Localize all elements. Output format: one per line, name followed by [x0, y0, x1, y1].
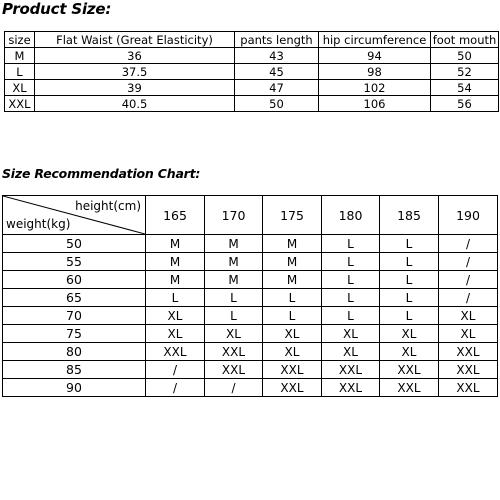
weight-cell: 60: [3, 271, 146, 289]
size-recommendation-table: [2, 195, 498, 397]
table-row: [3, 271, 498, 289]
height-header-175: 175: [263, 196, 322, 235]
recommended-size-cell: L: [263, 289, 322, 307]
weight-cell: 50: [3, 235, 146, 253]
product-size-heading: Product Size:: [2, 0, 112, 18]
column-header-hip-circumference: hip circumference: [319, 32, 431, 48]
column-header-size: size: [5, 32, 35, 48]
recommended-size-cell: L: [322, 235, 380, 253]
size-table-header-row: [5, 32, 499, 48]
recommended-size-cell: /: [439, 289, 498, 307]
hip-circumference-cell: 98: [319, 64, 431, 80]
weight-cell: 90: [3, 379, 146, 397]
recommended-size-cell: M: [205, 235, 263, 253]
height-header-190: 190: [439, 196, 498, 235]
column-header-flat-waist: Flat Waist (Great Elasticity): [35, 32, 235, 48]
weight-cell: 80: [3, 343, 146, 361]
recommended-size-cell: XXL: [380, 379, 439, 397]
recommended-size-cell: XXL: [263, 361, 322, 379]
flat-waist-cell: 40.5: [35, 96, 235, 112]
height-header-165: 165: [146, 196, 205, 235]
recommended-size-cell: XXL: [439, 361, 498, 379]
foot-mouth-cell: 56: [431, 96, 499, 112]
recommended-size-cell: XL: [439, 325, 498, 343]
recommended-size-cell: L: [322, 271, 380, 289]
flat-waist-cell: 39: [35, 80, 235, 96]
weight-cell: 65: [3, 289, 146, 307]
recommended-size-cell: /: [205, 379, 263, 397]
recommended-size-cell: XXL: [205, 361, 263, 379]
recommended-size-cell: L: [205, 307, 263, 325]
recommended-size-cell: L: [380, 253, 439, 271]
flat-waist-cell: 36: [35, 48, 235, 64]
recommended-size-cell: L: [322, 253, 380, 271]
recommended-size-cell: XXL: [439, 343, 498, 361]
recommended-size-cell: L: [380, 307, 439, 325]
pants-length-cell: 43: [235, 48, 319, 64]
recommended-size-cell: /: [146, 361, 205, 379]
recommended-size-cell: XXL: [380, 361, 439, 379]
recommended-size-cell: L: [380, 271, 439, 289]
recommended-size-cell: L: [380, 289, 439, 307]
table-row: [5, 80, 499, 96]
table-row: [3, 379, 498, 397]
foot-mouth-cell: 50: [431, 48, 499, 64]
recommended-size-cell: XL: [322, 343, 380, 361]
recommended-size-cell: M: [205, 253, 263, 271]
corner-header-cell: [3, 196, 146, 235]
recommended-size-cell: XL: [322, 325, 380, 343]
recommended-size-cell: XXL: [146, 343, 205, 361]
height-header-185: 185: [380, 196, 439, 235]
weight-axis-label: weight(kg): [6, 217, 71, 231]
recommended-size-cell: XL: [146, 307, 205, 325]
height-header-row: [3, 196, 498, 235]
table-row: [3, 307, 498, 325]
recommended-size-cell: M: [146, 271, 205, 289]
table-row: [3, 361, 498, 379]
height-axis-label: height(cm): [75, 199, 141, 213]
recommended-size-cell: XL: [439, 307, 498, 325]
recommended-size-cell: XL: [205, 325, 263, 343]
table-row: [5, 64, 499, 80]
recommended-size-cell: M: [263, 235, 322, 253]
recommended-size-cell: /: [146, 379, 205, 397]
recommended-size-cell: M: [146, 235, 205, 253]
recommended-size-cell: XL: [380, 325, 439, 343]
size-recommendation-heading: Size Recommendation Chart:: [2, 166, 201, 181]
table-row: [3, 343, 498, 361]
weight-cell: 70: [3, 307, 146, 325]
recommended-size-cell: /: [439, 235, 498, 253]
pants-length-cell: 45: [235, 64, 319, 80]
recommended-size-cell: /: [439, 253, 498, 271]
table-row: [3, 325, 498, 343]
height-header-170: 170: [205, 196, 263, 235]
recommended-size-cell: XL: [146, 325, 205, 343]
recommended-size-cell: M: [263, 271, 322, 289]
column-header-foot-mouth: foot mouth: [431, 32, 499, 48]
recommended-size-cell: XXL: [439, 379, 498, 397]
recommended-size-cell: M: [205, 271, 263, 289]
recommended-size-cell: L: [205, 289, 263, 307]
product-size-table: [4, 31, 499, 112]
recommended-size-cell: L: [322, 307, 380, 325]
table-row: [5, 96, 499, 112]
recommended-size-cell: XL: [263, 325, 322, 343]
size-cell: M: [5, 48, 35, 64]
hip-circumference-cell: 106: [319, 96, 431, 112]
recommended-size-cell: XL: [380, 343, 439, 361]
recommended-size-cell: L: [263, 307, 322, 325]
size-cell: L: [5, 64, 35, 80]
size-cell: XL: [5, 80, 35, 96]
recommended-size-cell: L: [380, 235, 439, 253]
pants-length-cell: 47: [235, 80, 319, 96]
table-row: [3, 289, 498, 307]
table-row: [5, 48, 499, 64]
hip-circumference-cell: 102: [319, 80, 431, 96]
column-header-pants-length: pants length: [235, 32, 319, 48]
foot-mouth-cell: 52: [431, 64, 499, 80]
recommended-size-cell: /: [439, 271, 498, 289]
hip-circumference-cell: 94: [319, 48, 431, 64]
weight-cell: 75: [3, 325, 146, 343]
recommended-size-cell: M: [263, 253, 322, 271]
recommended-size-cell: XL: [263, 343, 322, 361]
recommended-size-cell: XXL: [205, 343, 263, 361]
recommended-size-cell: L: [146, 289, 205, 307]
height-header-180: 180: [322, 196, 380, 235]
recommended-size-cell: XXL: [263, 379, 322, 397]
recommended-size-cell: L: [322, 289, 380, 307]
recommended-size-cell: XXL: [322, 379, 380, 397]
foot-mouth-cell: 54: [431, 80, 499, 96]
size-cell: XXL: [5, 96, 35, 112]
table-row: [3, 235, 498, 253]
weight-cell: 85: [3, 361, 146, 379]
flat-waist-cell: 37.5: [35, 64, 235, 80]
recommended-size-cell: XXL: [322, 361, 380, 379]
recommended-size-cell: M: [146, 253, 205, 271]
pants-length-cell: 50: [235, 96, 319, 112]
weight-cell: 55: [3, 253, 146, 271]
table-row: [3, 253, 498, 271]
